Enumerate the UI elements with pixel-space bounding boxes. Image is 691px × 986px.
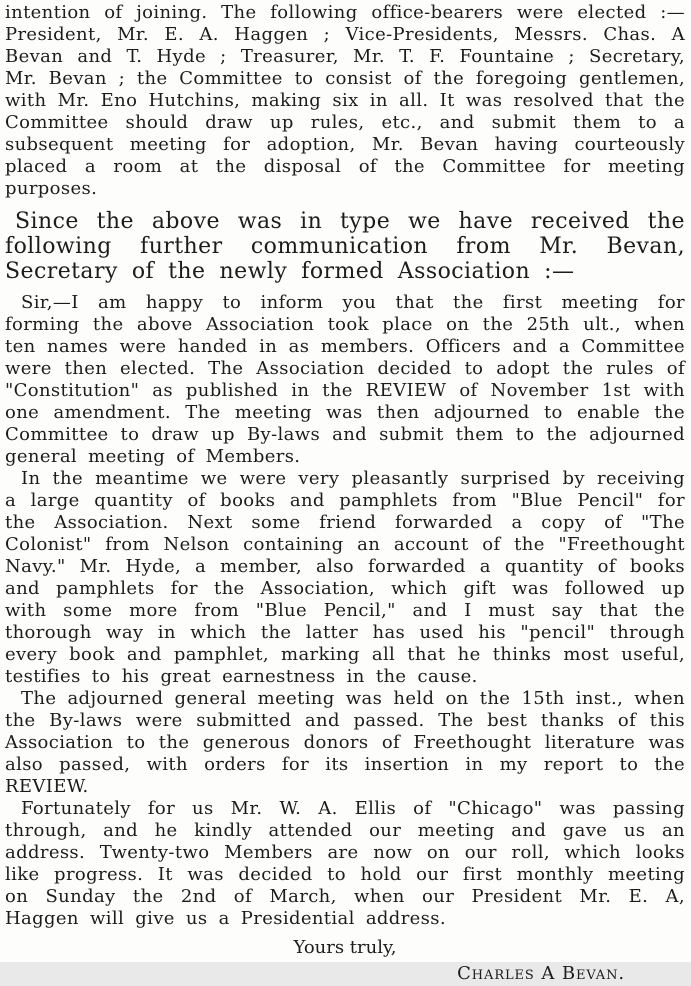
paragraph-donations: In the meantime we were very pleasantly surprised by receiving a large quantity of books and pamphlets from "Blue Pencil" for the Association. Next some friend forwarded a copy of "The Colonist" from Nelson containing an account of the "Freethought Navy." Mr. Hyde, a member, also forwarded a quantity of books and pamphlets for the Association, which gift was followed up with some more from "Blue Pencil," and I must say that the thorough way in which the latter has used his "pencil" through every book and pamphlet, marking all that he thinks most useful, testifies to his great earnestness in the cause.: [5, 468, 685, 687]
paragraph-letter-opening: Sir,—I am happy to inform you that the first meeting for forming the above Association took place on the 25th ult., when ten names were handed in as members. Officers and a Committee were then elected. The Association decided to adopt the rules of "Constitution" as published in the REVIEW of November 1st with one amendment. The meeting was then adjourned to enable the Committee to draw up By-laws and submit them to the adjourned general meeting of Members.: [5, 292, 685, 467]
paragraph-progress: Fortunately for us Mr. W. A. Ellis of "Chicago" was passing through, and he kindly attended our meeting and gave us an address. Twenty-two Members are now on our roll, which looks like progress. It was decided to hold our first monthly meeting on Sunday the 2nd of March, when our President Mr. E. A, Haggen will give us a Presidential address.: [5, 798, 685, 929]
paragraph-editorial-note: Since the above was in type we have received the following further communication from Mr. Bevan, Secretary of the newly formed Association :—: [5, 209, 685, 284]
signature: Charles A Bevan.: [457, 963, 625, 984]
valediction: Yours truly,: [293, 937, 397, 958]
paragraph-adjourned-meeting: The adjourned general meeting was held on the 15th inst., when the By-laws were submitted and passed. The best thanks of this Association to the generous donors of Freethought literature was also passed, with orders for its insertion in my report to the REVIEW.: [5, 688, 685, 797]
paragraph-office-bearers: intention of joining. The following office-bearers were elected :— President, Mr. E. A. Haggen ; Vice-Presidents, Messrs. Chas. A Bevan and T. Hyde ; Treasurer, Mr. T. F. Fountaine ; Secretary, Mr. Bevan ; the Committee to consist of the foregoing gentlemen, with Mr. Eno Hutchins, making six in all. It was resolved that the Committee should draw up rules, etc., and submit them to a subsequent meeting for adoption, Mr. Bevan having courteously placed a room at the disposal of the Committee for meeting purposes.: [5, 2, 685, 199]
